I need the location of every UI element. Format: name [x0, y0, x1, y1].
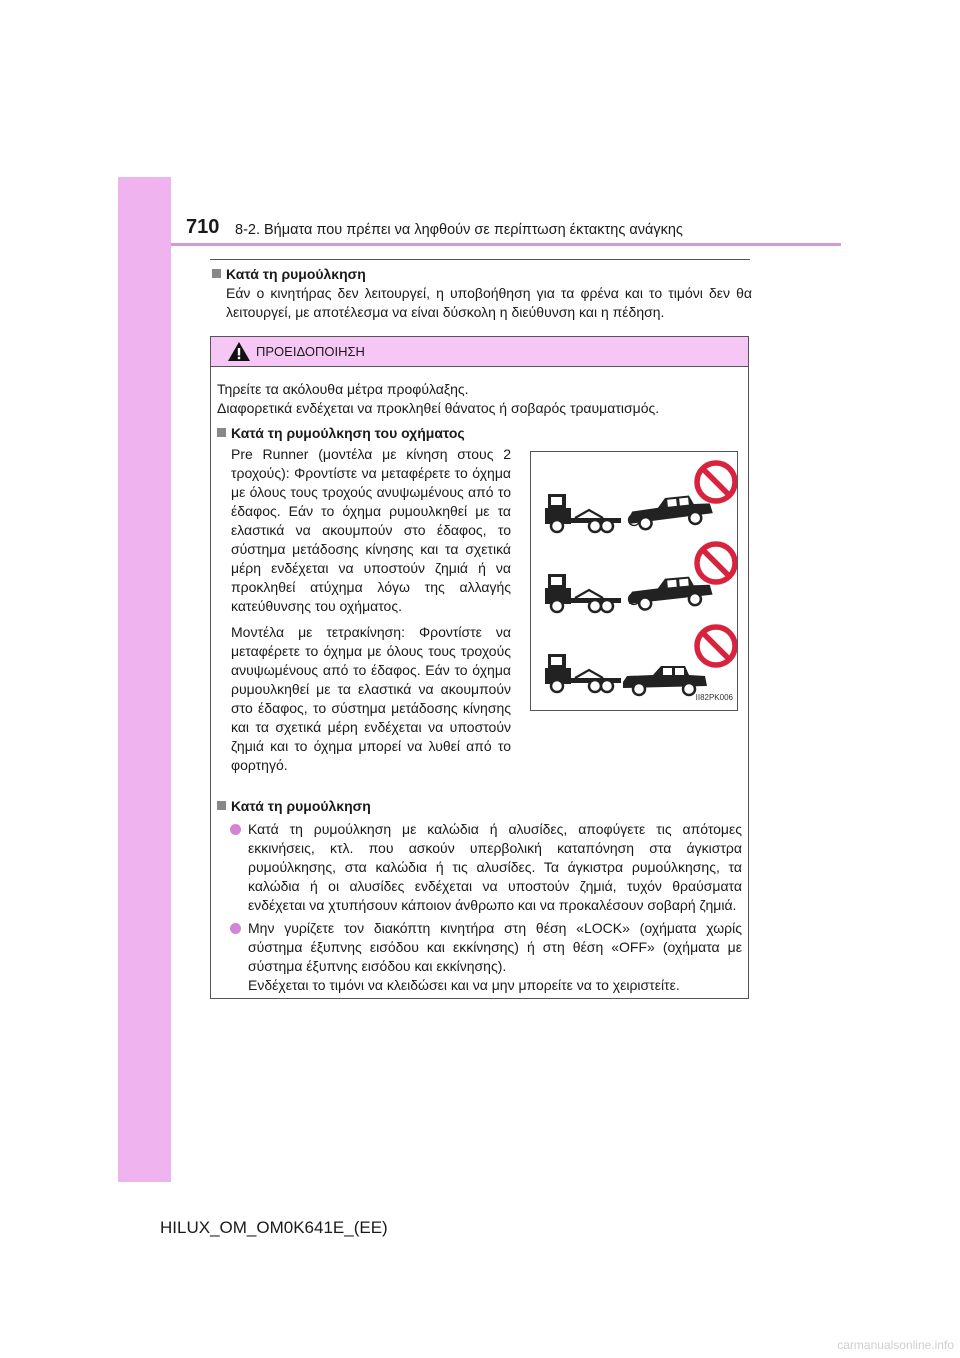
section-title: 8-2. Βήματα που πρέπει να ληφθούν σε περίπτωση έκτακτης ανάγκης	[235, 222, 683, 238]
towing-heading	[217, 797, 742, 816]
figure-code: II82PK006	[695, 693, 733, 702]
towing-scene-1	[545, 493, 714, 532]
square-bullet-icon	[217, 428, 226, 437]
warning-label: ΠΡΟΕΙΔΟΠΟΙΗΣΗ	[256, 344, 365, 359]
list-item	[231, 820, 742, 915]
page-number: 710	[186, 216, 220, 238]
list-item-text	[248, 919, 742, 995]
towing-vehicle-text	[231, 445, 511, 782]
towing-vehicle-section	[217, 443, 742, 791]
warning-box	[210, 336, 749, 999]
list-item-text: Κατά τη ρυμούλκηση με καλώδια ή αλυσίδες, αποφύγετε τις απότομες εκκινήσεις, κτλ. που ασκούν υπερβολική καταπόνηση στα άγκιστρα ρυμούλκησης, στα καλώδια ή τις αλυσίδες. Τα άγκιστρα ρυμούλκησης, τα καλώδια ή οι αλυσίδες ενδέχεται να υποστούν ζημιά, τυχόν θραύσματα ενδέχεται να χτυπήσουν κάποιον άνθρωπο και να προκαλέσουν σοβαρή ζημιά.	[248, 821, 742, 913]
towing-scene-2	[545, 574, 713, 612]
towing-vehicle-title: Κατά τη ρυμούλκηση του οχήματος	[231, 425, 465, 441]
content-top-rule	[210, 259, 750, 260]
towing-illustration	[530, 451, 738, 711]
towing-scene-3	[545, 654, 707, 695]
towing-vehicle-heading	[217, 424, 742, 443]
side-tab-bar	[118, 177, 171, 1182]
warning-body	[211, 367, 748, 995]
prohibited-icon	[697, 544, 735, 582]
document-code: HILUX_OM_OM0K641E_(EE)	[160, 1218, 388, 1237]
list-item	[231, 919, 742, 995]
intro-block	[212, 266, 752, 322]
prohibited-towing-diagram	[531, 452, 737, 710]
pre-runner-paragraph: Pre Runner (μοντέλα με κίνηση στους 2 τροχούς): Φροντίστε να μεταφέρετε το όχημα με όλους τους τροχούς ανυψωμένους από το έδαφος. Εάν το όχημα ρυμουλκηθεί με τα ελαστικά να ακουμπούν στο έδαφος, το σύστημα μετάδοσης κίνησης και τα σχετικά μέρη ενδέχεται να υποστούν ζημιά ή να προκληθεί ατύχημα λόγω της αλλαγής κατεύθυνσης του οχήματος.	[231, 446, 511, 614]
towing-title: Κατά τη ρυμούλκηση	[231, 798, 371, 814]
bullet-dot-icon	[230, 923, 241, 934]
square-bullet-icon	[217, 801, 226, 810]
warning-line-2: Διαφορετικά ενδέχεται να προκληθεί θάνατος ή σοβαρός τραυματισμός.	[217, 400, 660, 416]
warning-line-1: Τηρείτε τα ακόλουθα μέτρα προφύλαξης.	[217, 381, 469, 397]
intro-text: Εάν ο κινητήρας δεν λειτουργεί, η υποβοήθηση για τα φρένα και το τιμόνι δεν θα λειτουργεί, με αποτέλεσμα να είναι δύσκολη η διεύθυνση και η πέδηση.	[226, 285, 752, 320]
lock-switch-text: Μην γυρίζετε τον διακόπτη κινητήρα στη θέση «LOCK» (οχήματα χωρίς σύστημα έξυπνης εισόδου και εκκίνησης) ή στη θέση «OFF» (οχήματα με σύστημα έξυπνης εισόδου και εκκίνησης).	[248, 920, 742, 974]
prohibited-icon	[697, 463, 735, 501]
bullet-dot-icon	[230, 824, 241, 835]
steering-lock-text: Ενδέχεται το τιμόνι να κλειδώσει και να μην μπορείτε να το χειριστείτε.	[248, 977, 680, 993]
watermark: carmanualsonline.info	[837, 1338, 954, 1352]
warning-header	[211, 337, 748, 367]
intro-title: Κατά τη ρυμούλκηση	[226, 266, 366, 282]
header-divider	[171, 243, 841, 246]
square-bullet-icon	[212, 269, 221, 278]
prohibited-icon	[697, 627, 735, 665]
warning-triangle-icon	[227, 341, 251, 362]
four-wheel-drive-paragraph: Μοντέλα με τετρακίνηση: Φροντίστε να μεταφέρετε το όχημα με όλους τους τροχούς ανυψωμένους από το έδαφος. Εάν το όχημα ρυμουλκηθεί με τα ελαστικά να ακουμπούν στο έδαφος, το σύστημα μετάδοσης κίνησης και τα σχετικά μέρη ενδέχεται να υποστούν ζημιά και το όχημα μπορεί να λυθεί από το φορτηγό.	[231, 624, 511, 773]
intro-heading	[212, 266, 752, 282]
